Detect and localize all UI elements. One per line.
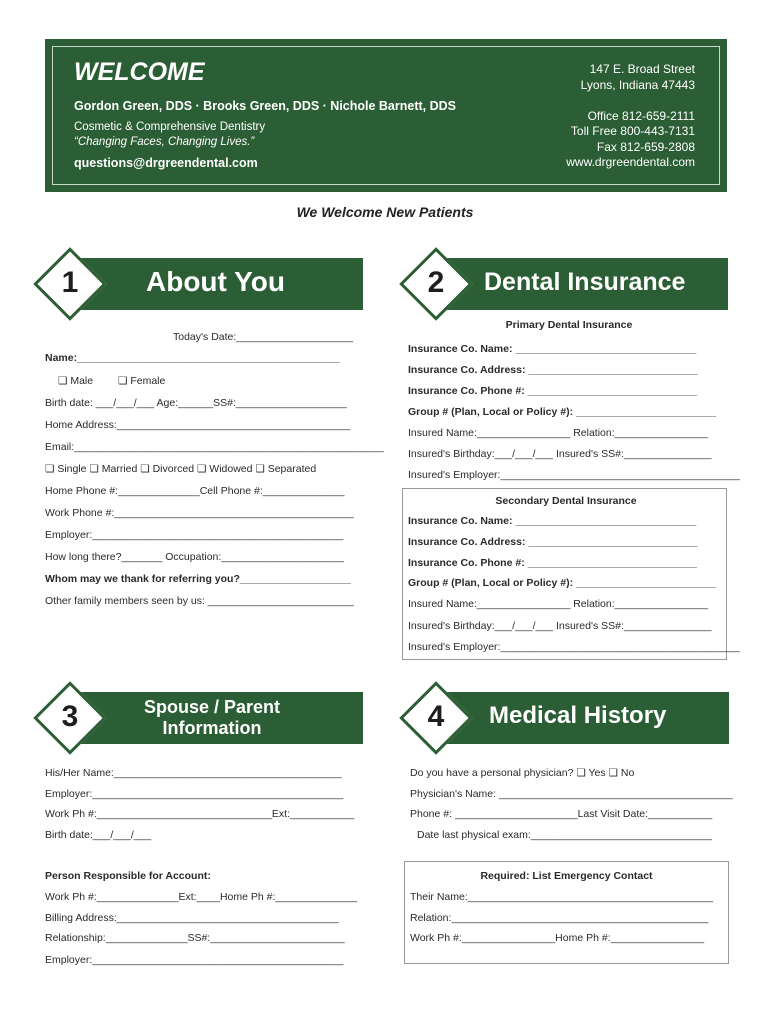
last-exam-field[interactable]: Date last physical exam:_______________________________ — [417, 829, 712, 841]
address-line-2: Lyons, Indiana 47443 — [580, 78, 695, 92]
primary-insurance-title: Primary Dental Insurance — [505, 319, 633, 331]
primary-field[interactable]: Insured Name:________________ Relation:________________ — [408, 427, 709, 439]
secondary-field[interactable]: Insured's Employer:_________________________________________ — [408, 641, 740, 653]
doctors-line: Gordon Green, DDS · Brooks Green, DDS · Nichole Barnett, DDS — [74, 99, 457, 113]
todays-date-field[interactable]: Today's Date:____________________ — [173, 331, 354, 343]
slogan-line: “Changing Faces, Changing Lives.” — [74, 136, 255, 148]
office-phone: Office 812-659-2111 — [587, 109, 695, 123]
secondary-insurance-box — [402, 488, 727, 660]
spouse-employer-field[interactable]: Employer:___________________________________________ — [45, 788, 344, 800]
primary-field[interactable]: Insured's Birthday:___/___/___ Insured's SS#:_______________ — [408, 448, 712, 460]
section-3-title-line-2: Information — [162, 718, 262, 738]
section-4-title: Medical History — [489, 702, 667, 729]
referral-field[interactable]: Whom may we thank for referring you?___________________ — [45, 573, 351, 585]
primary-field[interactable]: Insurance Co. Name: _______________________________ — [408, 343, 697, 355]
work-phone-field[interactable]: Work Phone #:_________________________________________ — [45, 507, 354, 519]
section-2-title: Dental Insurance — [484, 268, 686, 296]
primary-field[interactable]: Insurance Co. Address: _____________________________ — [408, 364, 698, 376]
section-1-number: 1 — [61, 266, 79, 299]
email-field[interactable]: Email:_____________________________________________________ — [45, 441, 384, 453]
secondary-field[interactable]: Insurance Co. Phone #: _____________________________ — [408, 557, 697, 569]
email-link[interactable]: questions@drgreendental.com — [74, 156, 258, 170]
section-4-number: 4 — [427, 700, 445, 733]
primary-field[interactable]: Group # (Plan, Local or Policy #): ________________________ — [408, 406, 717, 418]
website-link[interactable]: www.drgreendental.com — [566, 155, 695, 169]
marital-status-options[interactable]: ❏ Single ❏ Married ❏ Divorced ❏ Widowed ❏ Separated — [45, 463, 317, 475]
fax-number: Fax 812-659-2808 — [596, 140, 695, 154]
physician-name-field[interactable]: Physician's Name: ________________________________________ — [410, 788, 733, 800]
primary-field[interactable]: Insured's Employer:_________________________________________ — [408, 469, 740, 481]
secondary-field[interactable]: Insurance Co. Address: _____________________________ — [408, 536, 698, 548]
welcome-title: WELCOME — [74, 58, 205, 86]
emergency-phone-field[interactable]: Work Ph #:________________Home Ph #:________________ — [410, 932, 705, 944]
secondary-field[interactable]: Insured's Birthday:___/___/___ Insured's SS#:_______________ — [408, 620, 712, 632]
responsible-employer-field[interactable]: Employer:___________________________________________ — [45, 954, 344, 966]
physician-phone-field[interactable]: Phone #: _____________________Last Visit Date:___________ — [410, 808, 713, 820]
secondary-insurance-title: Secondary Dental Insurance — [495, 495, 637, 507]
emergency-name-field[interactable]: Their Name:__________________________________________ — [410, 891, 714, 903]
male-checkbox[interactable]: ❏ Male — [58, 375, 94, 387]
secondary-field[interactable]: Insurance Co. Name: _______________________________ — [408, 515, 697, 527]
occupation-field[interactable]: How long there?_______ Occupation:_____________________ — [45, 551, 344, 563]
emergency-relation-field[interactable]: Relation:____________________________________________ — [410, 912, 709, 924]
address-line-1: 147 E. Broad Street — [589, 62, 695, 76]
tollfree-phone: Toll Free 800-443-7131 — [570, 124, 695, 138]
section-3-number: 3 — [61, 700, 79, 733]
relationship-field[interactable]: Relationship:______________SS#:_______________________ — [45, 932, 345, 944]
section-1-title: About You — [146, 266, 285, 297]
spouse-name-field[interactable]: His/Her Name:_______________________________________ — [45, 767, 342, 779]
specialty-line: Cosmetic & Comprehensive Dentistry — [74, 121, 266, 133]
section-3-title-line-1: Spouse / Parent — [143, 697, 281, 717]
responsible-party-title: Person Responsible for Account: — [45, 870, 211, 882]
billing-address-field[interactable]: Billing Address:______________________________________ — [45, 912, 339, 924]
tagline: We Welcome New Patients — [296, 204, 474, 220]
secondary-field[interactable]: Group # (Plan, Local or Policy #): ________________________ — [408, 577, 717, 589]
secondary-field[interactable]: Insured Name:________________ Relation:________________ — [408, 598, 709, 610]
home-address-field[interactable]: Home Address:________________________________________ — [45, 419, 351, 431]
spouse-work-phone-field[interactable]: Work Ph #:______________________________Ext:___________ — [45, 808, 355, 820]
primary-field[interactable]: Insurance Co. Phone #: _____________________________ — [408, 385, 697, 397]
responsible-phone-field[interactable]: Work Ph #:______________Ext:____Home Ph #:______________ — [45, 891, 358, 903]
section-2-number: 2 — [427, 266, 445, 299]
birth-date-field[interactable]: Birth date: ___/___/___ Age:______SS#:___________________ — [45, 397, 347, 409]
emergency-contact-title: Required: List Emergency Contact — [480, 870, 653, 882]
female-checkbox[interactable]: ❏ Female — [118, 375, 166, 387]
name-field[interactable]: Name:_____________________________________________ — [45, 352, 340, 364]
employer-field[interactable]: Employer:___________________________________________ — [45, 529, 344, 541]
physician-question[interactable]: Do you have a personal physician? ❏ Yes ❏ No — [410, 767, 635, 779]
family-members-field[interactable]: Other family members seen by us: _________________________ — [45, 595, 354, 607]
home-phone-field[interactable]: Home Phone #:______________Cell Phone #:______________ — [45, 485, 345, 497]
spouse-birth-date-field[interactable]: Birth date:___/___/___ — [45, 829, 152, 841]
